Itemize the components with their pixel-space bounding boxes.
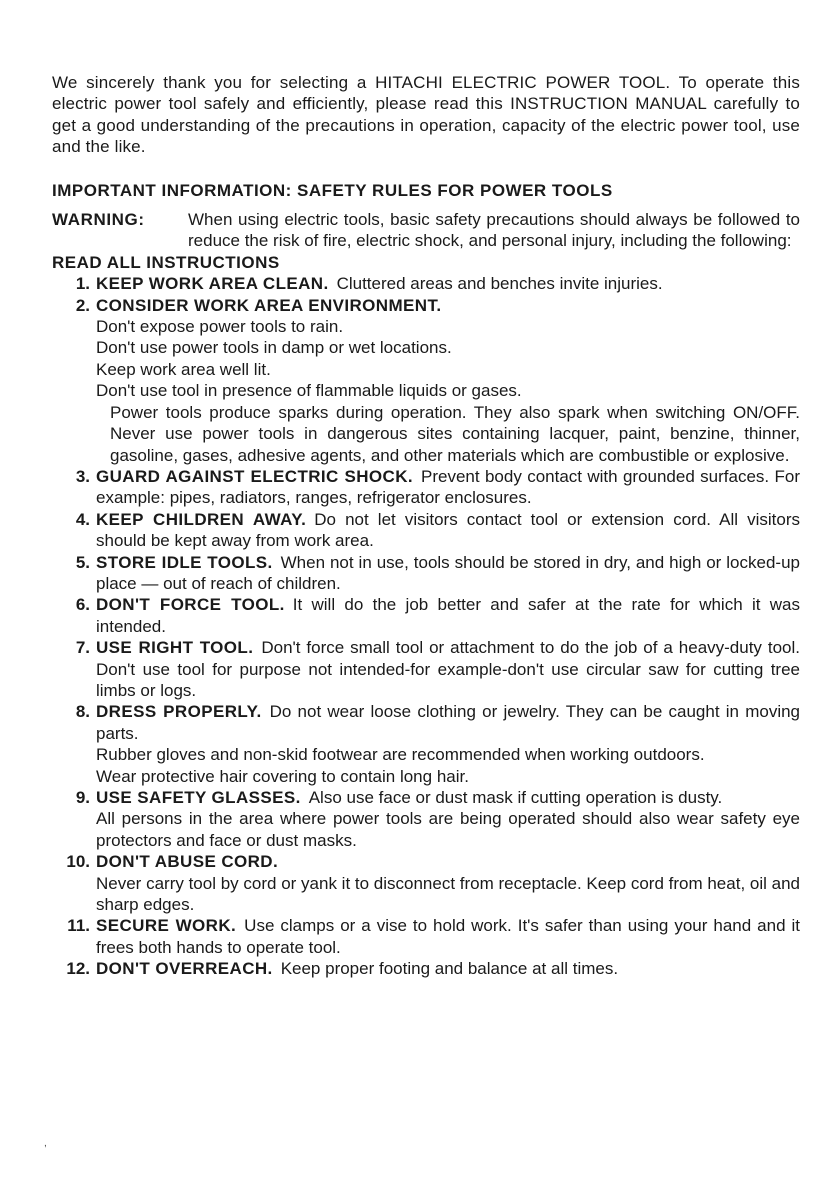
rule-number: 1. [75,274,90,294]
rule-number: 3. [75,466,90,486]
rule-body [90,273,800,294]
rule-number: 12. [66,959,90,979]
rule-title: KEEP WORK AREA CLEAN. [96,274,329,294]
rule-text: Keep proper footing and balance at all times. [280,959,619,979]
safety-rule [52,594,800,637]
rule-detail-line: Don't use tool in presence of flammable liquids or gases. [96,381,522,401]
rule-text: Prevent body contact with grounded surfaces. For example: pipes, radiators, ranges, refrigerator enclosures. [96,466,800,508]
rule-body [90,701,800,787]
safety-rule [52,273,800,294]
rule-detail-line: Keep work area well lit. [96,359,271,379]
rule-body [90,851,800,915]
rule-text: Do not let visitors contact tool or extension cord. All visitors should be kept away from work area. [96,509,800,551]
page-mark: , [44,1138,47,1149]
rule-text: Cluttered areas and benches invite injuries. [336,274,663,294]
rule-title: GUARD AGAINST ELECTRIC SHOCK. [96,466,414,486]
manual-page [52,72,800,980]
rule-number: 9. [75,788,90,807]
rule-detail-line: All persons in the area where power tools are being operated should also wear safety eye protectors and face or dust masks. [96,809,800,850]
rule-number: 8. [75,702,90,722]
rule-title: USE SAFETY GLASSES. [96,788,301,807]
rule-text: When not in use, tools should be stored in dry, and high or locked-up place — out of reach of children. [96,552,800,593]
rule-number: 4. [75,509,90,529]
rule-body [90,509,800,552]
safety-rule [52,509,800,552]
rule-title: SECURE WORK. [96,916,237,936]
rule-number: 11. [67,916,90,936]
warning-block [52,209,800,252]
warning-text: When using electric tools, basic safety precautions should always be followed to reduce the risk of fire, electric shock, and personal injury, including the following: [188,210,800,251]
safety-rules-list [52,273,800,979]
rule-body [90,915,800,958]
rule-text: Do not wear loose clothing or jewelry. They can be caught in moving parts. [96,702,801,743]
rule-number: 10. [66,852,90,872]
rule-title: DON'T ABUSE CORD. [96,852,279,872]
read-all-instructions: READ ALL INSTRUCTIONS [52,252,280,272]
rule-body [90,295,800,466]
rule-text: Also use face or dust mask if cutting operation is dusty. [308,788,723,807]
rule-title: USE RIGHT TOOL. [96,638,254,658]
safety-rule [52,295,800,466]
rule-title: KEEP CHILDREN AWAY. [96,509,307,529]
rule-body [90,958,800,979]
rule-detail-line: Don't use power tools in damp or wet locations. [96,338,452,358]
rule-body [90,594,800,637]
rule-title: DON'T OVERREACH. [96,959,273,979]
rule-body [90,637,800,701]
rule-text: It will do the job better and safer at the rate for which it was intended. [96,595,801,636]
safety-rule [52,466,800,509]
intro-paragraph: We sincerely thank you for selecting a HITACHI ELECTRIC POWER TOOL. To operate this electric power tool safely and efficiently, please read this INSTRUCTION MANUAL carefully to get a good understanding of the precautions in operation, capacity of the electric power tool, use and the like. [52,73,800,157]
rule-title: DRESS PROPERLY. [96,702,262,722]
rule-title: DON'T FORCE TOOL. [96,595,285,615]
rule-body [90,552,800,595]
safety-rule [52,915,800,958]
safety-rule [52,637,800,701]
warning-label: WARNING: [52,210,145,230]
rule-detail-line: Rubber gloves and non-skid footwear are recommended when working outdoors. [96,745,705,765]
safety-rule [52,701,800,787]
rule-detail-line: Wear protective hair covering to contain long hair. [96,766,469,786]
rule-body [90,787,800,851]
safety-rule [52,958,800,979]
rule-text: Don't force small tool or attachment to do the job of a heavy-duty tool. Don't use tool for purpose not intended-for example-don't use circular saw for cutting tree limbs or logs. [96,638,800,700]
rule-title: STORE IDLE TOOLS. [96,552,273,572]
safety-rule [52,787,800,851]
rule-subnote: Power tools produce sparks during operation. They also spark when switching ON/OFF. Never use power tools in dangerous sites containing lacquer, paint, benzine, thinner, gasoline, gases, adhesive agents, and other materials which are combustible or explosive. [110,402,800,465]
section-heading: IMPORTANT INFORMATION: SAFETY RULES FOR POWER TOOLS [52,180,613,200]
safety-rule [52,552,800,595]
rule-number: 6. [75,595,90,615]
safety-rule [52,851,800,915]
rule-detail-line: Don't expose power tools to rain. [96,317,344,337]
rule-detail-line: Never carry tool by cord or yank it to disconnect from receptacle. Keep cord from heat, oil and sharp edges. [96,873,800,915]
rule-text: Use clamps or a vise to hold work. It's safer than using your hand and it frees both hands to operate tool. [96,916,800,957]
rule-title: CONSIDER WORK AREA ENVIRONMENT. [96,295,442,315]
rule-number: 5. [75,552,90,572]
rule-number: 7. [75,638,90,658]
rule-number: 2. [75,295,90,315]
rule-body [90,466,800,509]
